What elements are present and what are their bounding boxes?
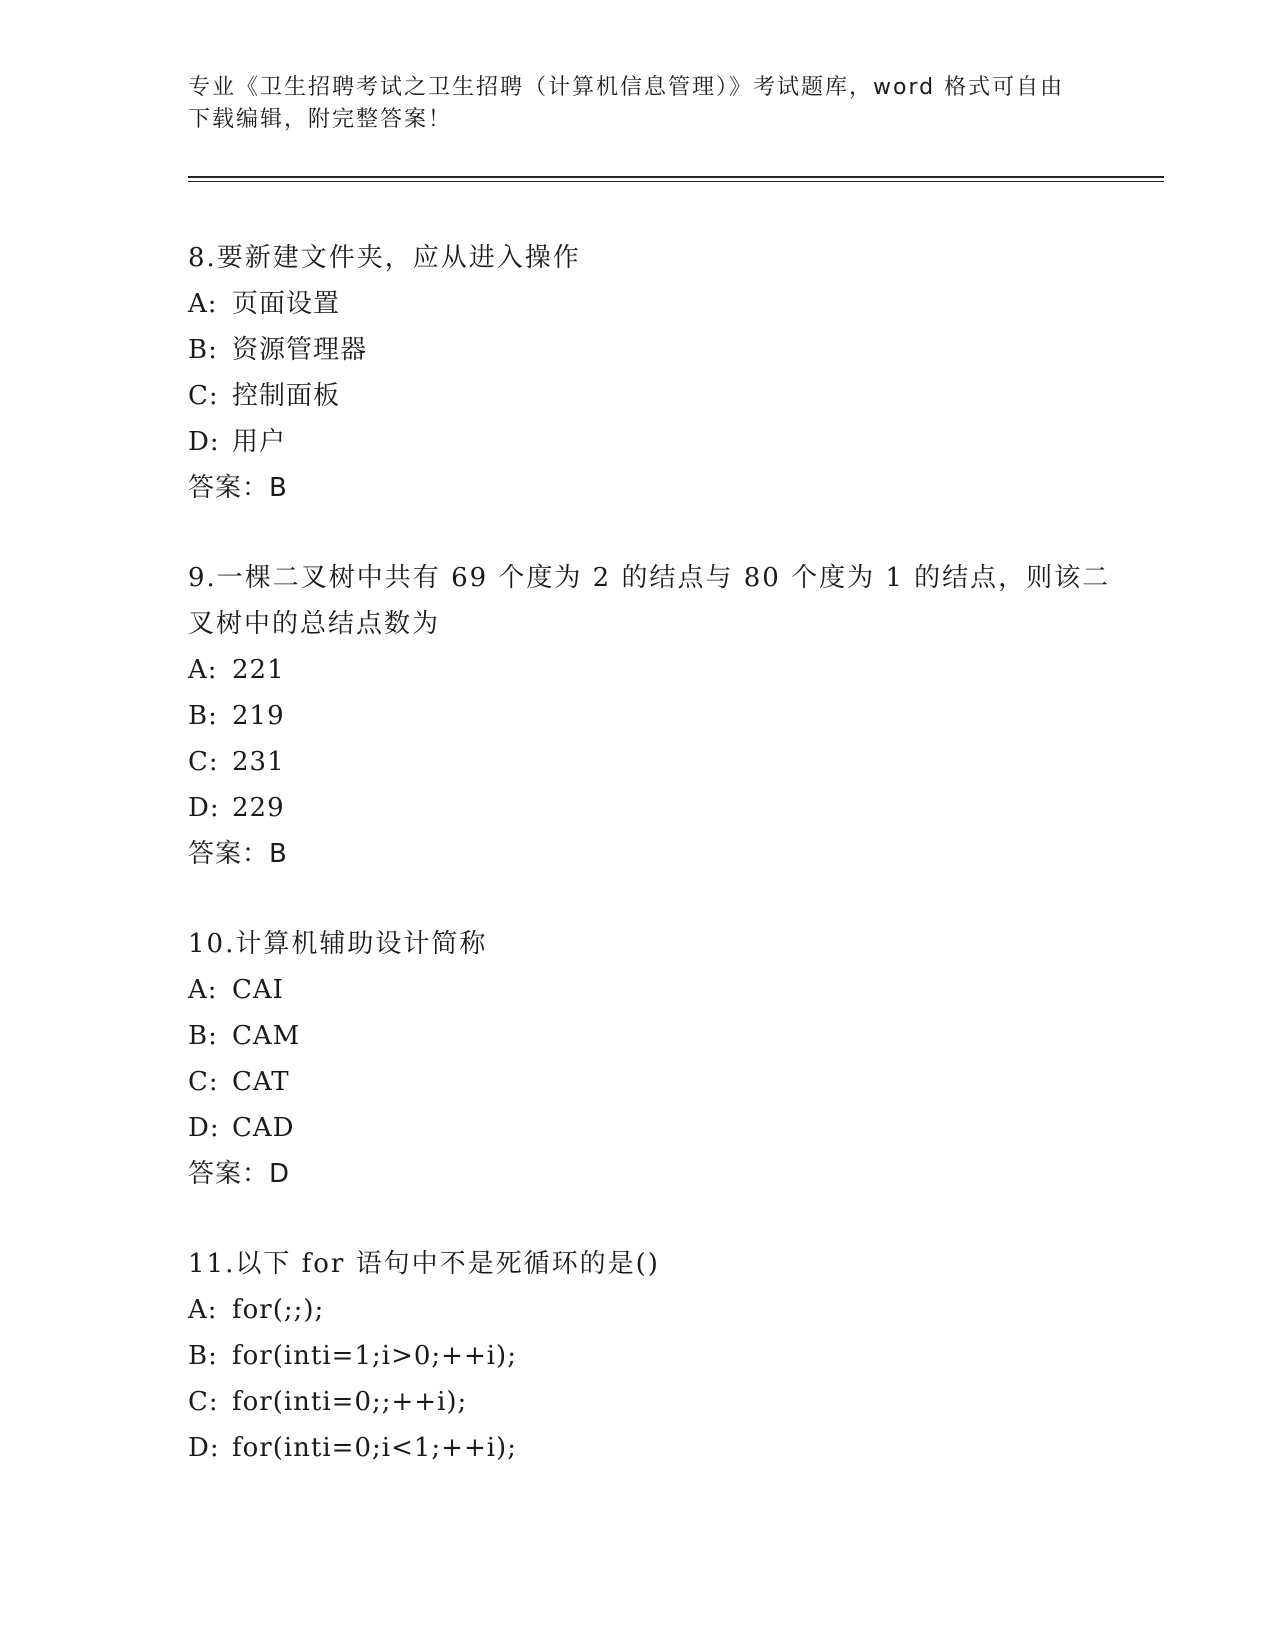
option-text: for(inti=1;i>0;++i); — [232, 1341, 517, 1371]
option-c — [188, 1379, 1118, 1425]
header-divider-thick — [188, 176, 1164, 178]
option-text: 229 — [232, 793, 285, 823]
option-text: for(inti=0;;++i); — [232, 1387, 468, 1417]
option-key: D: — [188, 1433, 220, 1463]
question-list — [188, 235, 1118, 1515]
option-b — [188, 693, 1118, 739]
option-c — [188, 1059, 1118, 1105]
question-stem: 9.一棵二叉树中共有 69 个度为 2 的结点与 80 个度为 1 的结点，则该二叉树中的总结点数为 — [188, 563, 1111, 639]
option-text: 资源管理器 — [232, 335, 368, 365]
option-text: for(;;); — [232, 1295, 325, 1325]
option-key: B: — [188, 1021, 218, 1051]
question-8 — [188, 235, 1118, 511]
question-11 — [188, 1241, 1118, 1471]
option-d — [188, 1425, 1118, 1471]
option-text: 控制面板 — [232, 381, 341, 411]
option-key: B: — [188, 335, 218, 365]
option-text: CAD — [232, 1113, 295, 1143]
option-a — [188, 281, 1118, 327]
option-c — [188, 739, 1118, 785]
question-stem: 8.要新建文件夹，应从进入操作 — [188, 243, 581, 273]
option-b — [188, 1333, 1118, 1379]
option-text: 221 — [232, 655, 285, 685]
option-d — [188, 1105, 1118, 1151]
question-10 — [188, 921, 1118, 1197]
option-c — [188, 373, 1118, 419]
question-stem: 11.以下 for 语句中不是死循环的是() — [188, 1249, 660, 1279]
option-key: A: — [188, 289, 218, 319]
option-key: C: — [188, 1387, 219, 1417]
option-a — [188, 647, 1118, 693]
option-key: C: — [188, 381, 219, 411]
question-9 — [188, 555, 1118, 877]
option-text: 用户 — [232, 427, 287, 457]
option-key: A: — [188, 1295, 218, 1325]
option-text: 231 — [232, 747, 285, 777]
option-key: D: — [188, 793, 220, 823]
answer-line: 答案：B — [188, 839, 288, 869]
option-key: C: — [188, 747, 219, 777]
option-key: B: — [188, 701, 218, 731]
option-text: CAI — [232, 975, 284, 1005]
header-divider-thin — [188, 181, 1164, 182]
option-text: CAT — [232, 1067, 290, 1097]
option-b — [188, 327, 1118, 373]
option-text: 219 — [232, 701, 285, 731]
option-key: A: — [188, 975, 218, 1005]
option-d — [188, 785, 1118, 831]
option-key: B: — [188, 1341, 218, 1371]
option-key: A: — [188, 655, 218, 685]
document-intro: 专业《卫生招聘考试之卫生招聘（计算机信息管理）》考试题库，word 格式可自由下载编辑，附完整答案！ — [188, 75, 1065, 132]
option-a — [188, 967, 1118, 1013]
option-text: CAM — [232, 1021, 301, 1051]
option-key: D: — [188, 1113, 220, 1143]
option-key: C: — [188, 1067, 219, 1097]
option-text: 页面设置 — [232, 289, 341, 319]
option-key: D: — [188, 427, 220, 457]
option-text: for(inti=0;i<1;++i); — [232, 1433, 517, 1463]
option-d — [188, 419, 1118, 465]
option-b — [188, 1013, 1118, 1059]
answer-line: 答案：B — [188, 473, 288, 503]
answer-line: 答案：D — [188, 1159, 291, 1189]
question-stem: 10.计算机辅助设计简称 — [188, 929, 488, 959]
option-a — [188, 1287, 1118, 1333]
